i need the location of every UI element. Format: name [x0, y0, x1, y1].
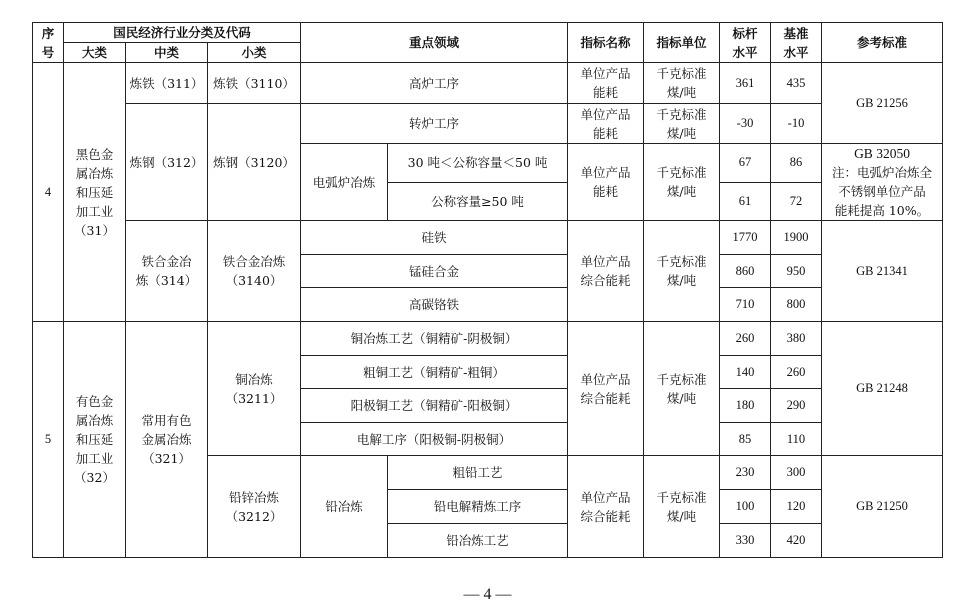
baseline-cell: 120: [771, 490, 822, 524]
minor-cell: 铅锌冶炼 （3212）: [208, 456, 301, 558]
focus-cell: 30 吨＜公称容量＜50 吨: [388, 144, 568, 183]
middle-header: 中类: [126, 43, 208, 63]
seq-header: 序 号: [33, 23, 64, 63]
energy-benchmark-table: [32, 22, 943, 558]
focus-cell: 电解工序（阳极铜-阴极铜）: [301, 423, 568, 456]
indicator-name-cell: 单位产品 综合能耗: [568, 456, 644, 558]
indicator-name-cell: 单位产品 综合能耗: [568, 322, 644, 456]
indicator-unit-cell: 千克标准 煤/吨: [644, 144, 720, 221]
benchmark-cell: 330: [720, 524, 771, 558]
baseline-cell: 435: [771, 63, 822, 104]
focus-cell: 公称容量≥50 吨: [388, 182, 568, 221]
baseline-cell: 800: [771, 288, 822, 322]
focus-cell: 阳极铜工艺（铜精矿-阳极铜）: [301, 389, 568, 423]
indicator-name-cell: 单位产品 能耗: [568, 63, 644, 104]
page-number: — 4 —: [463, 586, 512, 603]
focus-cell: 高碳铬铁: [301, 288, 568, 322]
table-row: [33, 104, 943, 144]
minor-cell: 炼钢（3120）: [208, 104, 301, 221]
reference-cell: GB 21250: [822, 456, 943, 558]
benchmark-cell: 85: [720, 423, 771, 456]
minor-header: 小类: [208, 43, 301, 63]
baseline-cell: 86: [771, 144, 822, 183]
indicator-unit-cell: 千克标准 煤/吨: [644, 221, 720, 322]
major-cell: 有色金 属冶炼 和压延 加工业 （32）: [64, 322, 126, 558]
reference-cell: GB 21248: [822, 322, 943, 456]
seq-cell: 5: [33, 322, 64, 558]
minor-cell: 炼铁（3110）: [208, 63, 301, 104]
baseline-cell: 1900: [771, 221, 822, 255]
indicator-unit-cell: 千克标准 煤/吨: [644, 104, 720, 144]
benchmark-header: 标杆 水平: [720, 23, 771, 63]
indicator-unit-cell: 千克标准 煤/吨: [644, 322, 720, 456]
baseline-cell: 110: [771, 423, 822, 456]
indicator-name-cell: 单位产品 能耗: [568, 144, 644, 221]
focus-cell: 粗铅工艺: [388, 456, 568, 490]
industry-header: 国民经济行业分类及代码: [64, 23, 301, 43]
benchmark-cell: 260: [720, 322, 771, 356]
baseline-cell: 72: [771, 182, 822, 221]
baseline-cell: -10: [771, 104, 822, 144]
minor-cell: 铜冶炼 （3211）: [208, 322, 301, 456]
benchmark-cell: 61: [720, 182, 771, 221]
reference-cell: GB 21256: [822, 63, 943, 144]
benchmark-cell: 230: [720, 456, 771, 490]
benchmark-cell: 67: [720, 144, 771, 183]
focus-header: 重点领域: [301, 23, 568, 63]
focus-cell: 锰硅合金: [301, 255, 568, 288]
middle-cell: 常用有色 金属冶炼 （321）: [126, 322, 208, 558]
table-row: [33, 221, 943, 255]
major-header: 大类: [64, 43, 126, 63]
baseline-cell: 300: [771, 456, 822, 490]
baseline-cell: 290: [771, 389, 822, 423]
indicator-name-cell: 单位产品 能耗: [568, 104, 644, 144]
benchmark-cell: -30: [720, 104, 771, 144]
table-row: [33, 322, 943, 356]
focus-cell: 铅冶炼工艺: [388, 524, 568, 558]
minor-cell: 铁合金冶炼 （3140）: [208, 221, 301, 322]
focus-group-cell: 铅冶炼: [301, 456, 388, 558]
focus-cell: 高炉工序: [301, 63, 568, 104]
benchmark-cell: 710: [720, 288, 771, 322]
focus-group-cell: 电弧炉冶炼: [301, 144, 388, 221]
benchmark-cell: 140: [720, 356, 771, 389]
focus-cell: 铜冶炼工艺（铜精矿-阴极铜）: [301, 322, 568, 356]
focus-cell: 粗铜工艺（铜精矿-粗铜）: [301, 356, 568, 389]
focus-cell: 铅电解精炼工序: [388, 490, 568, 524]
table-row: [33, 63, 943, 104]
baseline-cell: 950: [771, 255, 822, 288]
reference-header: 参考标准: [822, 23, 943, 63]
reference-note-cell: GB 32050 注：电弧炉冶炼全 不锈钢单位产品 能耗提高 10%。: [822, 144, 943, 221]
baseline-cell: 380: [771, 322, 822, 356]
benchmark-cell: 1770: [720, 221, 771, 255]
benchmark-cell: 361: [720, 63, 771, 104]
focus-cell: 转炉工序: [301, 104, 568, 144]
focus-cell: 硅铁: [301, 221, 568, 255]
indicator-unit-cell: 千克标准 煤/吨: [644, 456, 720, 558]
indicator-unit-cell: 千克标准 煤/吨: [644, 63, 720, 104]
baseline-header: 基准 水平: [771, 23, 822, 63]
middle-cell: 炼铁（311）: [126, 63, 208, 104]
benchmark-cell: 180: [720, 389, 771, 423]
indicator-name-header: 指标名称: [568, 23, 644, 63]
middle-cell: 铁合金冶 炼（314）: [126, 221, 208, 322]
reference-cell: GB 21341: [822, 221, 943, 322]
indicator-name-cell: 单位产品 综合能耗: [568, 221, 644, 322]
seq-cell: 4: [33, 63, 64, 322]
benchmark-cell: 100: [720, 490, 771, 524]
benchmark-cell: 860: [720, 255, 771, 288]
indicator-unit-header: 指标单位: [644, 23, 720, 63]
middle-cell: 炼钢（312）: [126, 104, 208, 221]
major-cell: 黑色金 属冶炼 和压延 加工业 （31）: [64, 63, 126, 322]
baseline-cell: 420: [771, 524, 822, 558]
baseline-cell: 260: [771, 356, 822, 389]
